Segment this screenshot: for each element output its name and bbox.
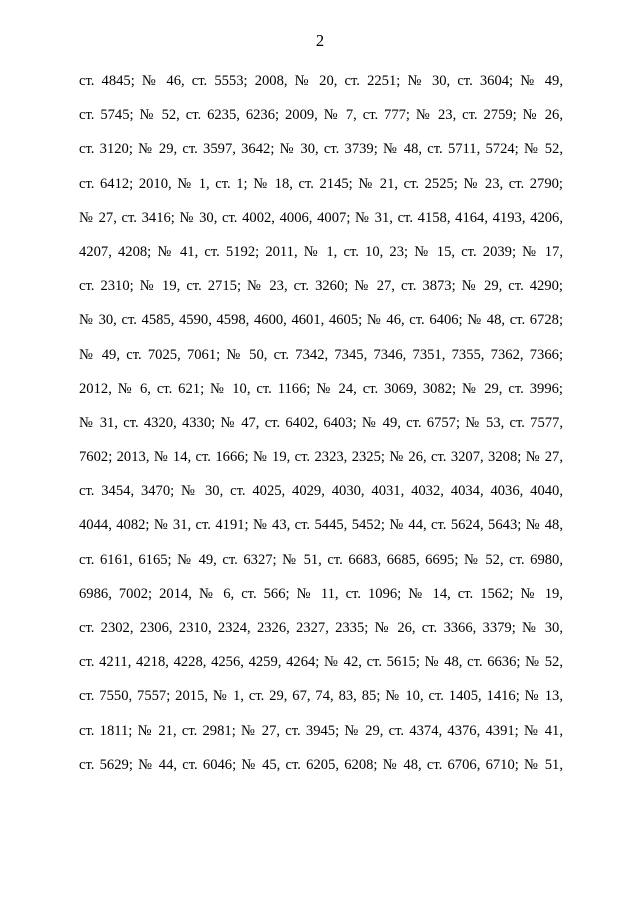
text-line: № 31, ст. 4320, 4330; № 47, ст. 6402, 6403; № 49, ст. 6757; № 53, ст. 7577, [79, 414, 563, 431]
text-line: ст. 6412; 2010, № 1, ст. 1; № 18, ст. 2145; № 21, ст. 2525; № 23, ст. 2790; [79, 175, 563, 192]
text-line: ст. 4211, 4218, 4228, 4256, 4259, 4264; № 42, ст. 5615; № 48, ст. 6636; № 52, [79, 654, 563, 671]
text-line: ст. 3454, 3470; № 30, ст. 4025, 4029, 4030, 4031, 4032, 4034, 4036, 4040, [79, 483, 563, 500]
text-line: ст. 2302, 2306, 2310, 2324, 2326, 2327, 2335; № 26, ст. 3366, 3379; № 30, [79, 620, 563, 636]
text-line: ст. 5745; № 52, ст. 6235, 6236; 2009, № 7, ст. 777; № 23, ст. 2759; № 26, [79, 107, 563, 124]
text-line: № 30, ст. 4585, 4590, 4598, 4600, 4601, 4605; № 46, ст. 6406; № 48, ст. 6728; [79, 312, 563, 329]
text-line: ст. 2310; № 19, ст. 2715; № 23, ст. 3260; № 27, ст. 3873; № 29, ст. 4290; [79, 278, 563, 295]
text-line: ст. 3120; № 29, ст. 3597, 3642; № 30, ст. 3739; № 48, ст. 5711, 5724; № 52, [79, 141, 563, 158]
text-line: 4207, 4208; № 41, ст. 5192; 2011, № 1, ст. 10, 23; № 15, ст. 2039; № 17, [79, 243, 563, 260]
text-line: 6986, 7002; 2014, № 6, ст. 566; № 11, ст. 1096; № 14, ст. 1562; № 19, [79, 585, 563, 602]
text-line: ст. 5629; № 44, ст. 6046; № 45, ст. 6205, 6208; № 48, ст. 6706, 6710; № 51, [79, 756, 563, 773]
text-line: № 27, ст. 3416; № 30, ст. 4002, 4006, 4007; № 31, ст. 4158, 4164, 4193, 4206, [79, 209, 563, 226]
text-line: ст. 1811; № 21, ст. 2981; № 27, ст. 3945; № 29, ст. 4374, 4376, 4391; № 41, [79, 722, 563, 739]
text-line: № 49, ст. 7025, 7061; № 50, ст. 7342, 7345, 7346, 7351, 7355, 7362, 7366; [79, 346, 563, 363]
text-line: ст. 4845; № 46, ст. 5553; 2008, № 20, ст. 2251; № 30, ст. 3604; № 49, [79, 73, 563, 89]
text-line: ст. 6161, 6165; № 49, ст. 6327; № 51, ст. 6683, 6685, 6695; № 52, ст. 6980, [79, 551, 563, 568]
page-number: 2 [315, 31, 325, 50]
text-line: 4044, 4082; № 31, ст. 4191; № 43, ст. 5445, 5452; № 44, ст. 5624, 5643; № 48, [79, 517, 563, 534]
text-line: 7602; 2013, № 14, ст. 1666; № 19, ст. 2323, 2325; № 26, ст. 3207, 3208; № 27, [79, 449, 563, 466]
document-body [79, 64, 563, 782]
text-line: ст. 7550, 7557; 2015, № 1, ст. 29, 67, 74, 83, 85; № 10, ст. 1405, 1416; № 13, [79, 688, 563, 705]
text-line: 2012, № 6, ст. 621; № 10, ст. 1166; № 24, ст. 3069, 3082; № 29, ст. 3996; [79, 380, 563, 397]
